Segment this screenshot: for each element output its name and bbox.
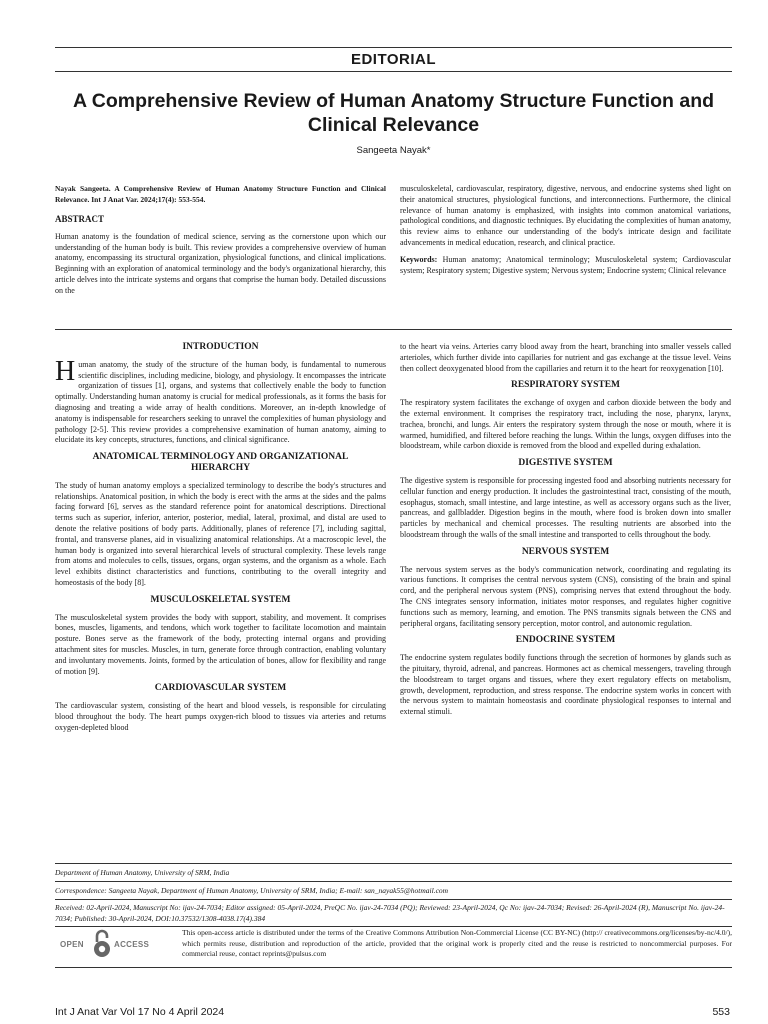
editorial-rule (55, 71, 732, 72)
author-name: Sangeeta Nayak* (356, 145, 431, 156)
correspondence: Correspondence: Sangeeta Nayak, Department of Human Anatomy, University of SRM, India; E-mail: san_nayak55@hotmail.com (55, 886, 449, 895)
paragraph-digestive: The digestive system is responsible for processing ingested food and absorbing nutrients necessary for cellular function and energy production. It includes the gastrointestinal tract, consisting of the mouth, esophagus, stomach, small intestine, and large intestine, as well as accessory organs such as the liver, pancreas, and gallbladder. Digestion begins in the mouth, where food is broken down into smaller particles by mechanical and chemical processes. The resulting nutrients are absorbed into the bloodstream through the walls of the small intestine and transported to cells throughout the body. (400, 475, 731, 539)
heading-musculoskeletal: MUSCULOSKELETAL SYSTEM (150, 594, 291, 605)
license-text: This open-access article is distributed under the terms of the Creative Commons Attribution Non-Commercial License (CC BY-NC) (http:// creativecommons.org/licenses/by-nc/4.0/), which permits reuse, distribution and reproduction of the article, provided that the original work is properly cited and the reuse is restricted to noncommercial purposes. For commercial reuse, contact reprints@pulsus.com (182, 928, 732, 958)
heading-nervous: NERVOUS SYSTEM (521, 546, 610, 557)
meta-rule-5 (55, 967, 732, 968)
paragraph-nervous: The nervous system serves as the body's communication network, coordinating and regulating its various functions. It comprises the central nervous system (CNS), consisting of the brain and spinal cord, and the peripheral nervous system (PNS), comprising nerves that extend throughout the body. The CNS integrates sensory information, initiates motor responses, and regulates higher cognitive functions such as memory, learning, and emotion. The PNS transmits signals between the CNS and peripheral organs, facilitating sensory perception, motor control, and autonomic regulation. (400, 564, 731, 628)
keywords-label: Keywords: (400, 254, 438, 264)
body-left-column (55, 342, 386, 740)
heading-introduction: INTRODUCTION (182, 342, 259, 352)
meta-rule-3 (55, 899, 732, 900)
abstract-text-right: musculoskeletal, cardiovascular, respiratory, digestive, nervous, and endocrine systems shed light on their anatomical structures, physiological functions, and interconnections. Furthermore, the clinical relevance of human anatomy is emphasized, with insights into common anatomical variations, pathological conditions, and diagnostic techniques. By elucidating the complexities of human anatomy, this review aims to enhance our understanding of the body's intricate design and facilitate advancements in medical education, research, and clinical practice. (400, 184, 731, 247)
heading-terminology: ANATOMICAL TERMINOLOGY AND ORGANIZATIONAL HIERARCHY (92, 452, 349, 473)
open-access-logo (56, 927, 176, 961)
drop-cap: H (55, 355, 76, 387)
keywords-list: Human anatomy; Anatomical terminology; Musculoskeletal system; Cardiovascular system; Respiratory system; Digestive system; Nervous system; Endocrine system; Clinical relevance (400, 254, 731, 275)
access-label: ACCESS (114, 940, 150, 949)
paragraph-cardiovascular-continued: to the heart via veins. Arteries carry blood away from the heart, branching into smaller vessels called arterioles, which further divide into capillaries for nutrient and gas exchange at the tissue level. Veins then collect deoxygenated blood from the capillaries and return it to the heart for reoxygenation [10]. (400, 342, 731, 373)
open-label: OPEN (60, 940, 84, 949)
introduction-text: uman anatomy, the study of the structure of the human body, is fundamental to numerous scientific disciplines, including medicine, biology, and physiology. It encompasses the intricate organization of tissues [1], organs, and systems that collectively enable the body to function optimally. Understanding human anatomy is crucial for medical professionals, as it forms the basis for diagnosing and treating a wide array of health conditions. Moreover, an in-depth knowledge of anatomy is indispensable for researchers seeking to unravel the complexities of human physiology and pathology [2-5]. This review provides a comprehensive examination of human anatomy, aiming to elucidate its key concepts, structures, functions, and clinical significance. (55, 359, 386, 445)
affiliation: Department of Human Anatomy, University of SRM, India (55, 868, 230, 877)
heading-endocrine: ENDOCRINE SYSTEM (515, 635, 616, 646)
paragraph-musculoskeletal: The musculoskeletal system provides the body with support, stability, and movement. It comprises bones, muscles, ligaments, and tendons, which work together to facilitate locomotion and maintain posture. Bones serve as the framework of the body, protecting internal organs and providing attachment sites for muscles. Muscles, in turn, generate force through contraction, enabling voluntary and involuntary movements. Joints, formed by the articulation of bones, allow for flexibility and range of motion [9]. (55, 612, 386, 676)
abstract-right-column (400, 184, 731, 282)
body-right-column (400, 342, 731, 724)
top-rule (55, 47, 732, 48)
paragraph-introduction (55, 355, 386, 446)
paragraph-terminology: The study of human anatomy employs a specialized terminology to describe the body's structures and relationships. Anatomical position, in which the body is erect with the arms at the sides and the palms facing forward [6], serves as the standard reference point for anatomical descriptions. Directional terms such as superior, inferior, anterior, posterior, medial, lateral, proximal, and distal are used to denote the relative positions of body parts. Additionally, planes of reference [7], including sagittal, frontal, and transverse planes, aid in visualizing anatomical relationships. At a macroscopic level, the human body is organized into several hierarchical levels of structural complexity. These levels range from atoms and molecules to cells, tissues, organs, organ systems, and the organism as a whole. Each level exhibits distinct characteristics and functions, contributing to the overall integrity and homeostasis of the body [8]. (55, 480, 386, 587)
abstract-text-left: Human anatomy is the foundation of medical science, serving as the cornerstone upon which our understanding of the human body is built. This review provides a comprehensive overview of human anatomy, encompassing its structural organization, physiological functions, and clinical implications. Beginning with an exploration of anatomical terminology and the body's organizational hierarchy, this article delves into the intricate systems and organs that comprise the human body. Detailed discussions on the (55, 231, 386, 295)
keywords (400, 255, 731, 277)
abstract-heading: ABSTRACT (55, 214, 105, 224)
abstract-rule (55, 329, 732, 330)
meta-rule-2 (55, 881, 732, 882)
paragraph-endocrine: The endocrine system regulates bodily functions through the secretion of hormones by glands such as the pituitary, thyroid, adrenal, and pancreas. Hormones act as chemical messengers, traveling through the bloodstream to target organs and tissues, where they exert regulatory effects on metabolism, growth, development, reproduction, and stress response. The endocrine system works in concert with the nervous system to maintain homeostasis and coordinate physiological responses to internal and external stimuli. (400, 653, 731, 717)
paragraph-respiratory: The respiratory system facilitates the exchange of oxygen and carbon dioxide between the body and the external environment. It comprises the respiratory tract, including the nose, pharynx, larynx, trachea, bronchi, and lungs. Air enters the respiratory system through the nose or mouth, where it is warmed, humidified, and filtered before reaching the lungs. Within the lungs, oxygen diffuses into the bloodstream, while carbon dioxide is removed from the blood and expelled during exhalation. (400, 398, 731, 451)
heading-cardiovascular: CARDIOVASCULAR SYSTEM (154, 683, 287, 694)
heading-digestive: DIGESTIVE SYSTEM (518, 458, 613, 469)
meta-rule-1 (55, 863, 732, 864)
article-title: A Comprehensive Review of Human Anatomy Structure Function and Clinical Relevance (72, 90, 715, 136)
open-lock-icon (92, 929, 112, 959)
journal-issue: Int J Anat Var Vol 17 No 4 April 2024 (55, 1006, 225, 1018)
abstract-left-column (55, 184, 386, 303)
paragraph-cardiovascular: The cardiovascular system, consisting of the heart and blood vessels, is responsible for circulating blood throughout the body. The heart pumps oxygen-rich blood to tissues via arteries and returns oxygen-depleted blood (55, 701, 386, 732)
article-dates: Received: 02-April-2024, Manuscript No: ijav-24-7034; Editor assigned: 05-April-2024, PreQC No. ijav-24-7034 (PQ); Reviewed: 23-April-2024, Qc No: ijav-24-7034; Revised: 26-April-2024 (R), Manuscript No. ijav-24-7034; Published: 30-April-2024, DOI:10.37532/1308-4038.17(4).384 (55, 903, 725, 923)
heading-respiratory: RESPIRATORY SYSTEM (510, 380, 621, 391)
section-label: EDITORIAL (350, 51, 437, 68)
citation: Nayak Sangeeta. A Comprehensive Review of Human Anatomy Structure Function and Clinical Relevance. Int J Anat Var. 2024;17(4): 553-554. (55, 184, 386, 204)
page-number: 553 (712, 1006, 730, 1018)
